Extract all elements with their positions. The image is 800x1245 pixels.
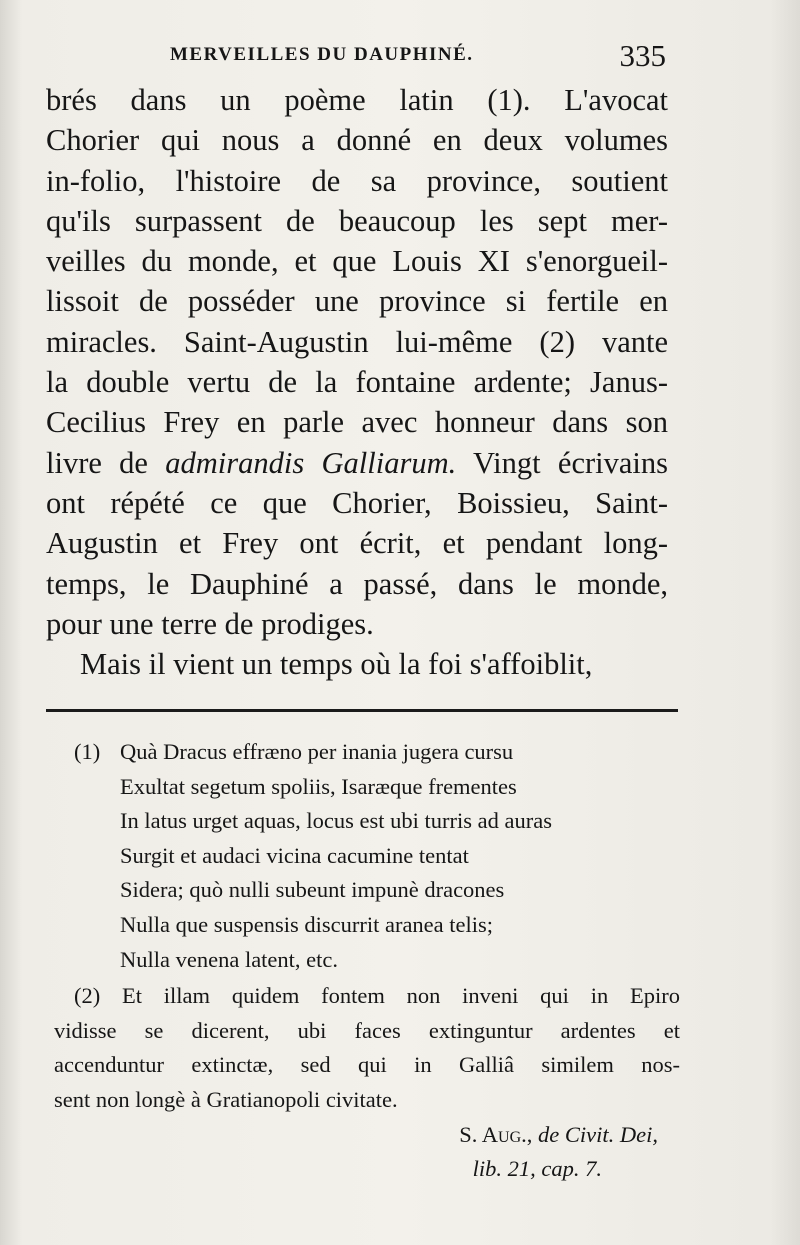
- footnote-line: (2) Et illam quidem fontem non inveni qui in Epiro: [74, 983, 680, 1009]
- text-line: [46, 443, 668, 483]
- text-line: miracles. Saint-Augustin lui-même (2) vante: [46, 324, 668, 359]
- text-line: la double vertu de la fontaine ardente; Janus-: [46, 365, 668, 400]
- attribution-reference: lib. 21, cap. 7.: [472, 1156, 602, 1182]
- verse-line: Surgit et audaci vicina cacumine tentat: [120, 842, 469, 868]
- main-text: [46, 80, 668, 684]
- text-line: pour une terre de prodiges.: [46, 606, 374, 641]
- footnote-line: [54, 735, 680, 770]
- text-line: Chorier qui nous a donné en deux volumes: [46, 123, 668, 158]
- footnote-line: accenduntur extinctæ, sed qui in Galliâ similem nos-: [54, 1052, 680, 1078]
- text-line: temps, le Dauphiné a passé, dans le monde,: [46, 566, 668, 601]
- footnotes: [54, 735, 680, 1187]
- text-segment: Vingt écrivains: [456, 445, 668, 480]
- text-line: qu'ils surpassent de beaucoup les sept mer-: [46, 203, 668, 238]
- text-line: in-folio, l'histoire de sa province, soutient: [46, 163, 668, 198]
- text-segment: livre de: [46, 445, 166, 480]
- attribution-work: de Civit. Dei,: [538, 1121, 658, 1147]
- verse-line: Exultat segetum spoliis, Isaræque frementes: [120, 773, 517, 799]
- text-line: ont répété ce que Chorier, Boissieu, Saint-: [46, 485, 668, 520]
- footnote-marker: (1): [74, 739, 101, 764]
- verse-line: Nulla venena latent, etc.: [120, 946, 339, 972]
- text-line: Cecilius Frey en parle avec honneur dans son: [46, 405, 668, 440]
- text-line: lissoit de posséder une province si fertile en: [46, 284, 668, 319]
- text-line: brés dans un poème latin (1). L'avocat: [46, 83, 668, 117]
- text-line: Augustin et Frey ont écrit, et pendant long-: [46, 526, 668, 561]
- attribution-author: S. Aug.,: [459, 1121, 533, 1147]
- verse-line: Sidera; quò nulli subeunt impunè dracones: [120, 877, 505, 903]
- running-title: MERVEILLES DU DAUPHINÉ.: [170, 44, 474, 65]
- page-header: [170, 38, 670, 78]
- verse-line: In latus urget aquas, locus est ubi turris ad auras: [120, 808, 552, 834]
- text-line: veilles du monde, et que Louis XI s'enorgueil-: [46, 244, 668, 279]
- verse-line: Nulla que suspensis discurrit aranea telis;: [120, 911, 494, 937]
- footnote-rule: [46, 709, 678, 712]
- text-line: Mais il vient un temps où la foi s'affoiblit,: [80, 647, 593, 682]
- footnote-line: vidisse se dicerent, ubi faces extinguntur ardentes et: [54, 1017, 680, 1043]
- footnote-line: sent non longè à Gratianopoli civitate.: [54, 1086, 398, 1112]
- verse-line: Quà Dracus effræno per inania jugera cursu: [120, 739, 514, 764]
- page-number: 335: [619, 38, 666, 73]
- attribution-line: [54, 1118, 680, 1153]
- italic-title: admirandis Galliarum.: [165, 445, 457, 480]
